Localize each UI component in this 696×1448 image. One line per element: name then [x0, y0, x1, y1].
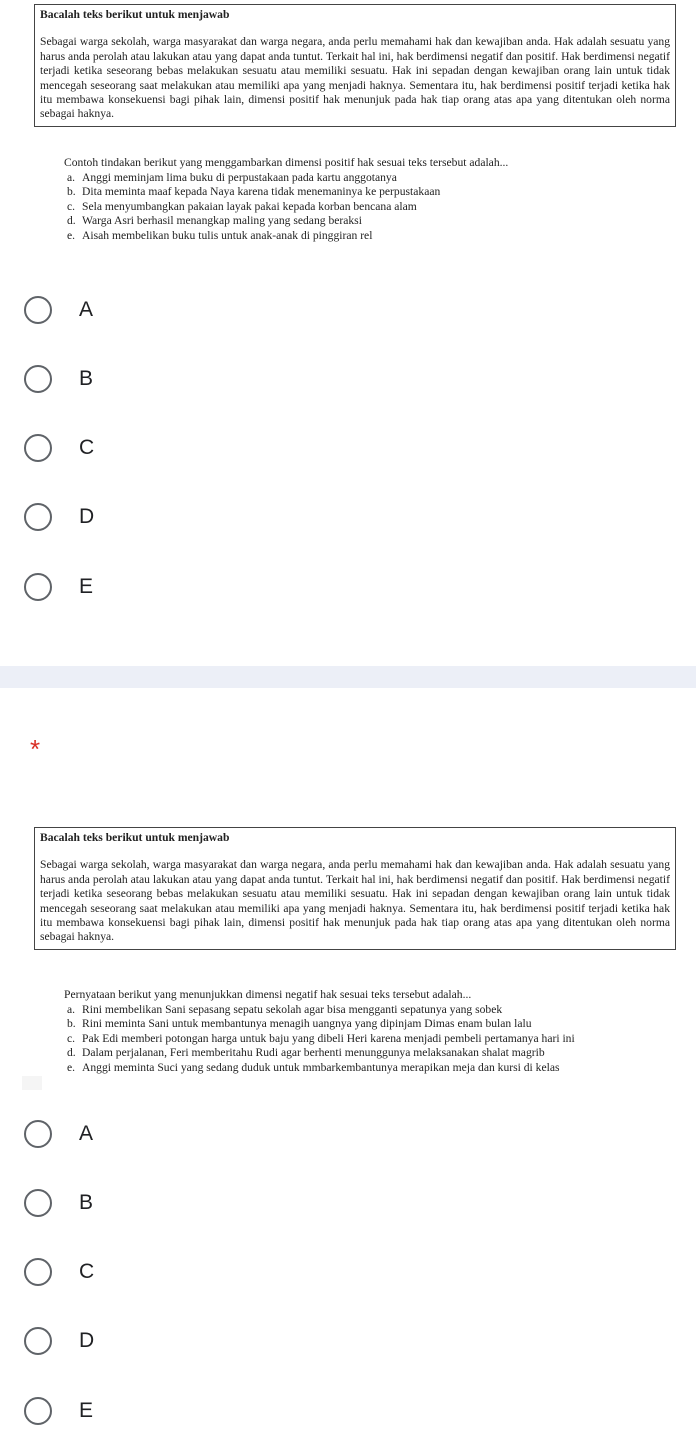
radio-option-label: B	[79, 367, 94, 390]
radio-option-label: D	[79, 1329, 95, 1352]
question-separator	[0, 666, 696, 688]
radio-option-label: C	[79, 436, 95, 459]
radio-circle-icon[interactable]	[24, 296, 52, 324]
radio-option-label: A	[79, 1122, 94, 1145]
radio-circle-icon[interactable]	[24, 1397, 52, 1425]
radio-option-d[interactable]	[24, 499, 324, 535]
statement-item: b. Rini meminta Sani untuk membantunya menagih uangnya yang dipinjam Dimas enam bulan lalu	[67, 1017, 532, 1030]
statement-item: c. Pak Edi memberi potongan harga untuk baju yang dibeli Heri karena menjadi pembeli pertamanya hari ini	[67, 1031, 575, 1045]
question-prompt: Pernyataan berikut yang menunjukkan dimensi negatif hak sesuai teks tersebut adalah...	[64, 988, 472, 1001]
radio-circle-icon[interactable]	[24, 1258, 52, 1286]
passage-text: Sebagai warga sekolah, warga masyarakat dan warga negara, anda perlu memahami hak dan kewajiban anda. Hak adalah sesuatu yang harus anda perolah atau lakukan atau yang dapat anda tuntut. Terkait hal ini, hak berdimensi negatif dan positif. Hak berdimensi negatif terjadi ketika seseorang bebas melakukan sesuatu atau memiliki sesuatu. Hak ini sepadan dengan kewajiban orang lain untuk tidak mencegah seseorang saat melakukan atau memiliki apa yang menjadi haknya. Sementara itu, hak berdimensi positif terjadi ketika hak itu membawa konsekuensi bagi pihak lain, dimensi positif hak menunjuk pada hak tiap orang atas apa yang ditentukan oleh norma sebagai haknya.	[40, 858, 670, 944]
radio-option-b[interactable]	[24, 1185, 324, 1221]
radio-option-a[interactable]	[24, 292, 324, 328]
question-text-block	[64, 988, 674, 1075]
question-text-block	[64, 156, 674, 243]
passage-text: Sebagai warga sekolah, warga masyarakat dan warga negara, anda perlu memahami hak dan kewajiban anda. Hak adalah sesuatu yang harus anda perolah atau lakukan atau yang dapat anda tuntut. Terkait hal ini, hak berdimensi negatif dan positif. Hak berdimensi negatif terjadi ketika seseorang bebas melakukan sesuatu atau memiliki sesuatu. Hak ini sepadan dengan kewajiban orang lain untuk tidak mencegah seseorang saat melakukan atau memiliki apa yang menjadi haknya. Sementara itu, hak berdimensi positif terjadi ketika hak itu membawa konsekuensi bagi pihak lain, dimensi positif hak menunjuk pada hak tiap orang atas apa yang ditentukan oleh norma sebagai haknya.	[40, 35, 670, 121]
radio-option-label: A	[79, 298, 94, 321]
radio-option-label: E	[79, 575, 94, 598]
radio-option-a[interactable]	[24, 1116, 324, 1152]
question-prompt: Contoh tindakan berikut yang menggambarkan dimensi positif hak sesuai teks tersebut adalah...	[64, 156, 509, 169]
radio-option-e[interactable]	[24, 1393, 324, 1429]
radio-option-label: C	[79, 1260, 95, 1283]
required-asterisk: *	[30, 734, 41, 764]
radio-circle-icon[interactable]	[24, 1327, 52, 1355]
reading-passage	[34, 4, 676, 127]
statement-item: c. Sela menyumbangkan pakaian layak pakai kepada korban bencana alam	[67, 199, 417, 213]
statement-item: a. Anggi meminjam lima buku di perpustakaan pada kartu anggotanya	[67, 170, 397, 184]
reading-passage	[34, 827, 676, 950]
passage-title: Bacalah teks berikut untuk menjawab	[40, 8, 230, 21]
statement-item: b. Dita meminta maaf kepada Naya karena tidak menemaninya ke perpustakaan	[67, 185, 441, 198]
radio-option-label: E	[79, 1399, 94, 1422]
image-edge-artifact	[22, 1076, 42, 1090]
radio-option-label: D	[79, 505, 95, 528]
statement-item: a. Rini membelikan Sani sepasang sepatu sekolah agar bisa mengganti sepatunya yang sobek	[67, 1002, 503, 1016]
radio-option-b[interactable]	[24, 361, 324, 397]
question-card-1	[0, 0, 696, 664]
radio-circle-icon[interactable]	[24, 1120, 52, 1148]
statement-item: d. Dalam perjalanan, Feri memberitahu Rudi agar berhenti menunggunya melaksanakan shalat magrib	[67, 1046, 545, 1059]
statement-item: e. Anggi meminta Suci yang sedang duduk untuk mmbarkembantunya merapikan meja dan kursi di kelas	[67, 1060, 560, 1074]
radio-circle-icon[interactable]	[24, 573, 52, 601]
statement-list	[67, 1003, 674, 1076]
radio-option-d[interactable]	[24, 1323, 324, 1359]
radio-circle-icon[interactable]	[24, 434, 52, 462]
radio-circle-icon[interactable]	[24, 503, 52, 531]
statement-item: e. Aisah membelikan buku tulis untuk anak-anak di pinggiran rel	[67, 228, 373, 242]
radio-circle-icon[interactable]	[24, 365, 52, 393]
radio-circle-icon[interactable]	[24, 1189, 52, 1217]
radio-option-e[interactable]	[24, 569, 324, 605]
radio-option-label: B	[79, 1191, 94, 1214]
statement-list	[67, 171, 674, 244]
radio-option-c[interactable]	[24, 430, 324, 466]
statement-item: d. Warga Asri berhasil menangkap maling yang sedang beraksi	[67, 214, 362, 227]
radio-option-c[interactable]	[24, 1254, 324, 1290]
passage-title: Bacalah teks berikut untuk menjawab	[40, 831, 230, 844]
